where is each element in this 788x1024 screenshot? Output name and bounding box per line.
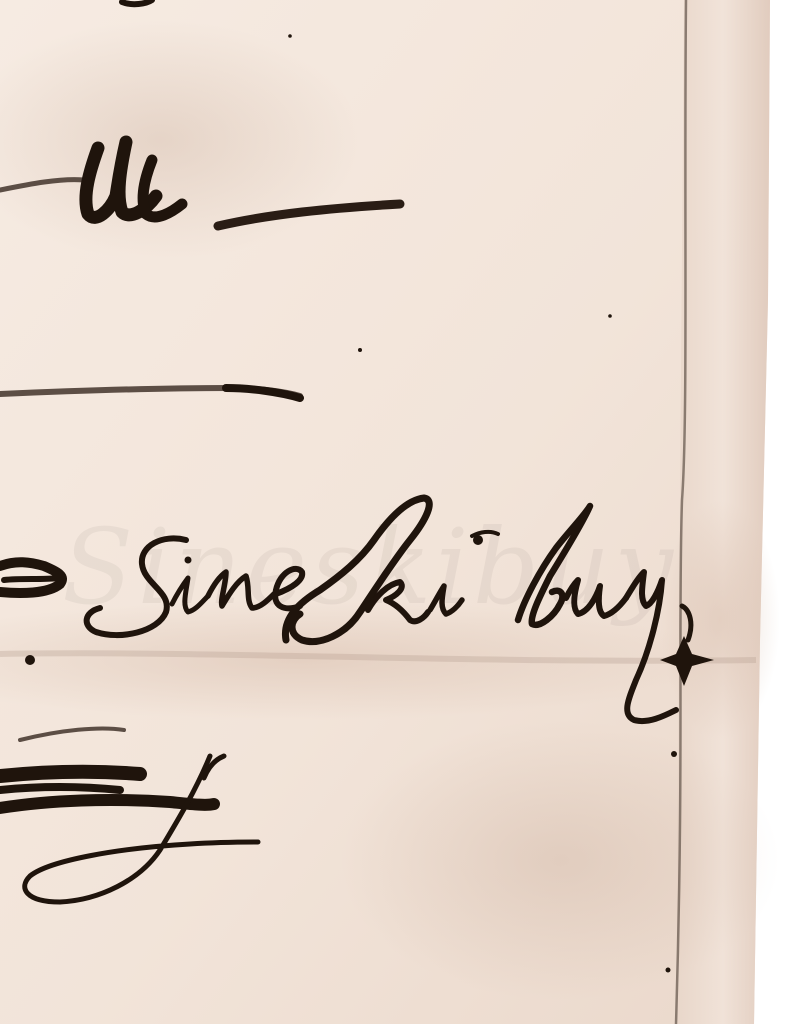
ink-speck bbox=[608, 314, 612, 318]
paper-stain bbox=[660, 500, 780, 740]
ink-speck bbox=[671, 751, 677, 757]
ink-dot bbox=[25, 655, 35, 665]
paper-stain bbox=[340, 720, 780, 1000]
ink-speck bbox=[666, 968, 671, 973]
ink-speck bbox=[358, 348, 362, 352]
ink-speck bbox=[288, 34, 292, 38]
ink-letter bbox=[4, 578, 58, 580]
